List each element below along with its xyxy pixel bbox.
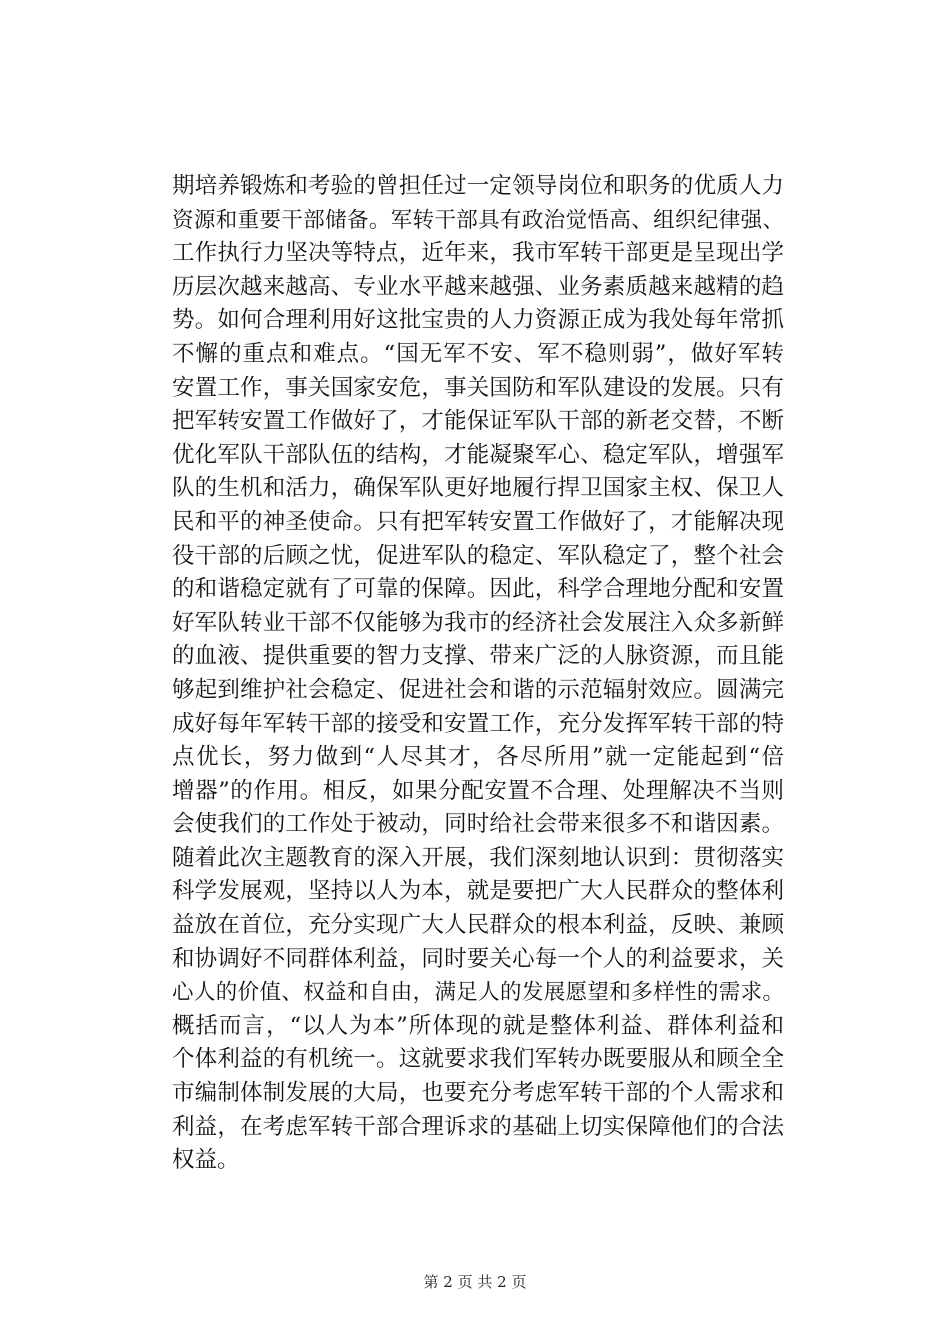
text-line: 的血液、提供重要的智力支撑、带来广泛的人脉资源，而且能 bbox=[172, 643, 784, 670]
text-line: 个体利益的有机统一。这就要求我们军转办既要服从和顾全全 bbox=[172, 1046, 784, 1073]
text-line: 利益，在考虑军转干部合理诉求的基础上切实保障他们的合法 bbox=[172, 1113, 784, 1140]
text-line: 役干部的后顾之忧，促进军队的稳定、军队稳定了，整个社会 bbox=[172, 542, 784, 569]
text-line: 点优长，努力做到“人尽其才，各尽所用”就一定能起到“倍 bbox=[172, 744, 784, 771]
text-line: 民和平的神圣使命。只有把军转安置工作做好了，才能解决现 bbox=[172, 508, 784, 535]
text-line: 历层次越来越高、专业水平越来越强、业务素质越来越精的趋 bbox=[172, 273, 784, 300]
page-number-label: 第 2 页 共 2 页 bbox=[423, 1273, 527, 1291]
text-line: 期培养锻炼和考验的曾担任过一定领导岗位和职务的优质人力 bbox=[172, 173, 784, 199]
page-footer bbox=[0, 1272, 950, 1292]
text-line: 权益。 bbox=[172, 1147, 240, 1174]
text-line: 好军队转业干部不仅能够为我市的经济社会发展注入众多新鲜 bbox=[172, 609, 784, 636]
text-line: 益放在首位，充分实现广大人民群众的根本利益，反映、兼顾 bbox=[172, 912, 784, 939]
text-line: 心人的价值、权益和自由，满足人的发展愿望和多样性的需求。 bbox=[172, 980, 784, 1006]
text-line: 够起到维护社会稳定、促进社会和谐的示范辐射效应。圆满完 bbox=[172, 676, 784, 703]
text-line: 增器”的作用。相反，如果分配安置不合理、处理解决不当则 bbox=[172, 777, 784, 804]
text-line: 会使我们的工作处于被动，同时给社会带来很多不和谐因素。 bbox=[172, 811, 784, 838]
text-line: 市编制体制发展的大局，也要充分考虑军转干部的个人需求和 bbox=[172, 1080, 784, 1107]
text-line: 安置工作，事关国家安危，事关国防和军队建设的发展。只有 bbox=[172, 374, 784, 401]
text-line: 队的生机和活力，确保军队更好地履行捍卫国家主权、保卫人 bbox=[172, 475, 784, 502]
text-line: 势。如何合理利用好这批宝贵的人力资源正成为我处每年常抓 bbox=[172, 307, 784, 334]
text-line: 成好每年军转干部的接受和安置工作，充分发挥军转干部的特 bbox=[172, 710, 784, 737]
text-line: 把军转安置工作做好了，才能保证军队干部的新老交替，不断 bbox=[172, 408, 784, 435]
text-line: 随着此次主题教育的深入开展，我们深刻地认识到：贯彻落实 bbox=[172, 844, 784, 871]
text-line: 科学发展观，坚持以人为本，就是要把广大人民群众的整体利 bbox=[172, 878, 784, 905]
text-line: 资源和重要干部储备。军转干部具有政治觉悟高、组织纪律强、 bbox=[172, 207, 784, 233]
body-text bbox=[172, 170, 784, 1178]
text-line: 和协调好不同群体利益，同时要关心每一个人的利益要求，关 bbox=[172, 945, 784, 972]
text-line: 概括而言，“以人为本”所体现的就是整体利益、群体利益和 bbox=[172, 1012, 784, 1039]
text-line: 优化军队干部队伍的结构，才能凝聚军心、稳定军队，增强军 bbox=[172, 441, 784, 468]
text-line: 的和谐稳定就有了可靠的保障。因此，科学合理地分配和安置 bbox=[172, 576, 784, 603]
text-line: 工作执行力坚决等特点，近年来，我市军转干部更是呈现出学 bbox=[172, 240, 784, 267]
text-line: 不懈的重点和难点。“国无军不安、军不稳则弱”，做好军转 bbox=[172, 340, 784, 367]
